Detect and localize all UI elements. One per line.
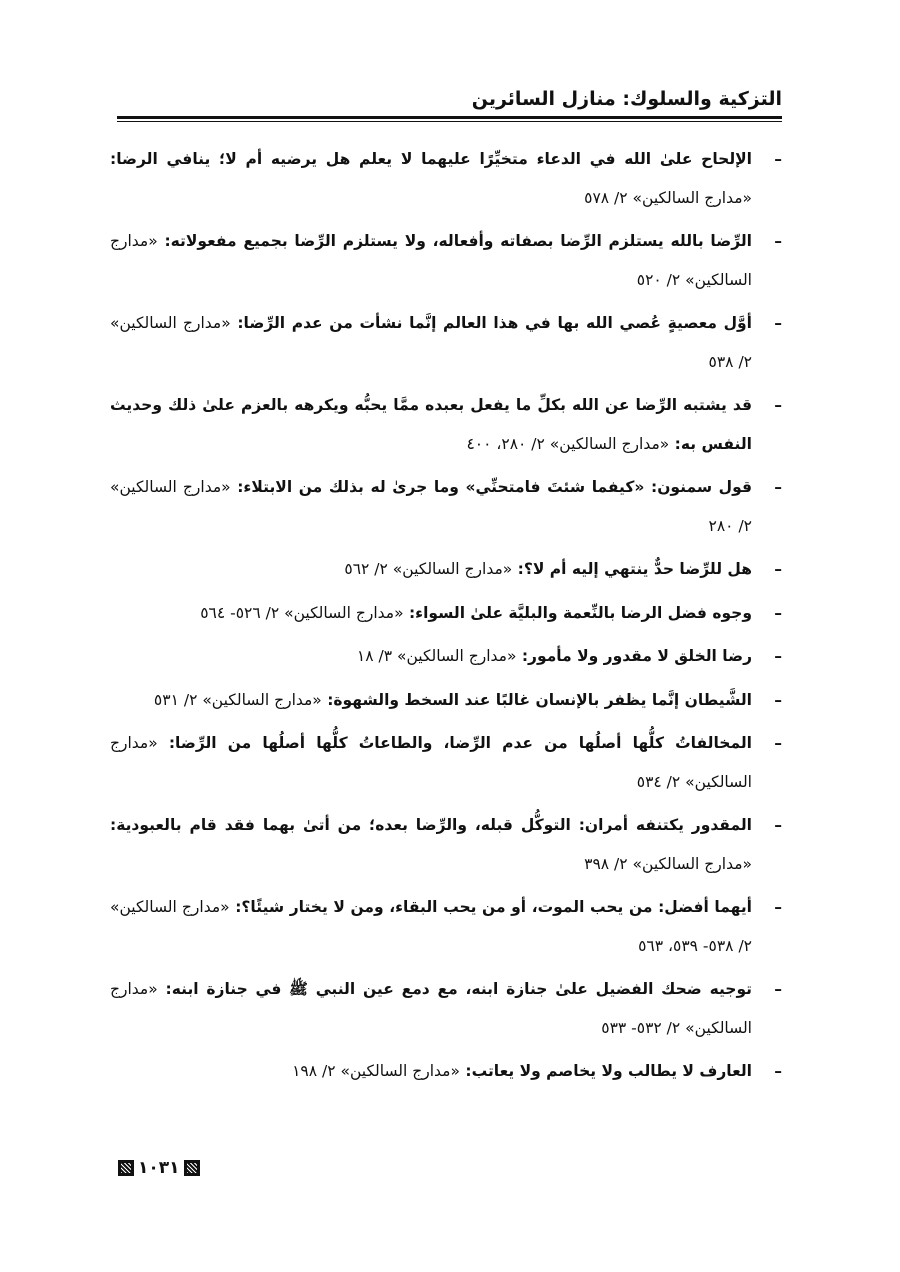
header-rule-thin bbox=[117, 121, 782, 122]
entry-dash: – bbox=[774, 647, 782, 665]
page-number-block bbox=[118, 1158, 200, 1178]
entry-text: توجيه ضحك الفضيل علىٰ جنازة ابنه، مع دمع عين النبي ﷺ في جنازة ابنه: bbox=[157, 980, 752, 998]
entry-page-ref: ٢/ ٥٧٨ bbox=[584, 188, 633, 207]
entry-page-ref: ٢/ ٥٣٢- ٥٣٣ bbox=[601, 1018, 686, 1037]
entry-page-ref: ٢/ ٢٨٠ bbox=[708, 516, 752, 535]
entry-source: «مدارج السالكين» bbox=[632, 188, 752, 207]
entry-page-ref: ٢/ ٥٦٢ bbox=[344, 560, 393, 578]
index-entry bbox=[110, 888, 782, 965]
entry-page-ref: ٢/ ٥٣١ bbox=[153, 690, 203, 709]
entry-source: «مدارج السالكين» bbox=[110, 734, 752, 791]
entry-page-ref: ٢/ ٥٣٨- ٥٣٩، ٥٦٣ bbox=[638, 936, 752, 955]
entry-dash: – bbox=[774, 396, 782, 414]
entry-dash: – bbox=[774, 150, 782, 168]
entry-text: العارف لا يطالب ولا يخاصم ولا يعاتب: bbox=[459, 1062, 752, 1080]
entry-text: هل للرِّضا حدٌّ ينتهي إليه أم لا؟: bbox=[512, 560, 752, 578]
entry-text: وجوه فضل الرضا بالنِّعمة والبليَّة علىٰ السواء: bbox=[403, 603, 752, 622]
index-entry bbox=[110, 1052, 782, 1091]
index-entry bbox=[110, 550, 782, 589]
entry-text: المقدور يكتنفه أمران: التوكُّل قبله، والرِّضا بعده؛ من أتىٰ بهما فقد قام بالعبودية: bbox=[110, 816, 752, 834]
entry-page-ref: ٢/ ٥٣٤ bbox=[636, 772, 686, 791]
entry-text: الشَّيطان إنَّما يظفر بالإنسان غالبًا عند السخط والشهوة: bbox=[321, 690, 752, 709]
entry-dash: – bbox=[774, 560, 782, 578]
index-entry bbox=[110, 140, 782, 217]
entry-dash: – bbox=[774, 603, 782, 622]
entry-page-ref: ٢/ ٥٣٨ bbox=[708, 352, 752, 371]
header-rule-thick bbox=[117, 116, 782, 119]
entry-source: «مدارج السالكين» bbox=[110, 314, 231, 332]
entry-text: قد يشتبه الرِّضا عن الله بكلِّ ما يفعل بعبده ممَّا يحبُّه ويكرهه بالعزم علىٰ ذلك وحديث النفس به: bbox=[110, 396, 752, 453]
index-entry bbox=[110, 386, 782, 463]
entry-text: قول سمنون: «كيفما شئتَ فامتحنِّي» وما جرىٰ له بذلك من الابتلاء: bbox=[230, 478, 752, 496]
index-entry bbox=[110, 468, 782, 545]
page-title: التزكية والسلوك: منازل السائرين bbox=[471, 88, 782, 110]
page-number: ١٠٣١ bbox=[138, 1158, 180, 1178]
entry-source: «مدارج السالكين» bbox=[110, 898, 230, 916]
entry-page-ref: ٢/ ٥٢٠ bbox=[636, 270, 686, 289]
running-header bbox=[117, 84, 782, 122]
entry-page-ref: ٢/ ١٩٨ bbox=[292, 1062, 341, 1080]
index-entry bbox=[110, 637, 782, 676]
ornament-icon bbox=[184, 1160, 200, 1176]
entry-dash: – bbox=[774, 314, 782, 332]
entry-text: أوَّل معصيةٍ عُصي الله بها في هذا العالم إنَّما نشأت من عدم الرِّضا: bbox=[230, 314, 752, 332]
entry-source: «مدارج السالكين» bbox=[202, 690, 322, 709]
entry-dash: – bbox=[774, 816, 782, 834]
ornament-icon bbox=[118, 1160, 134, 1176]
entry-text: رضا الخلق لا مقدور ولا مأمور: bbox=[516, 647, 752, 665]
entry-dash: – bbox=[774, 734, 782, 752]
index-entry bbox=[110, 806, 782, 883]
entry-text: المخالفاتُ كلُّها أصلُها من عدم الرِّضا، والطاعاتُ كلُّها أصلُها من الرِّضا: bbox=[157, 734, 752, 752]
entry-dash: – bbox=[774, 1062, 782, 1080]
index-entry bbox=[110, 594, 782, 633]
entry-source: «مدارج السالكين» bbox=[110, 232, 752, 289]
entry-dash: – bbox=[774, 980, 782, 998]
entry-dash: – bbox=[774, 690, 782, 709]
index-entries-list bbox=[110, 140, 782, 1096]
entry-source: «مدارج السالكين» bbox=[396, 647, 517, 665]
entry-dash: – bbox=[774, 898, 782, 916]
entry-source: «مدارج السالكين» bbox=[284, 603, 404, 622]
index-entry bbox=[110, 681, 782, 720]
entry-source: «مدارج السالكين» bbox=[392, 560, 513, 578]
entry-dash: – bbox=[774, 232, 782, 250]
entry-source: «مدارج السالكين» bbox=[110, 980, 752, 1037]
entry-source: «مدارج السالكين» bbox=[110, 478, 231, 496]
entry-page-ref: ٢/ ٥٢٦- ٥٦٤ bbox=[200, 603, 285, 622]
entry-text: أيهما أفضل: من يحب الموت، أو من يحب البقاء، ومن لا يختار شيئًا؟: bbox=[229, 898, 752, 916]
index-entry bbox=[110, 970, 782, 1047]
entry-source: «مدارج السالكين» bbox=[549, 434, 670, 453]
index-entry bbox=[110, 724, 782, 801]
entry-page-ref: ٢/ ٣٩٨ bbox=[584, 854, 633, 873]
entry-dash: – bbox=[774, 478, 782, 496]
entry-source: «مدارج السالكين» bbox=[340, 1062, 460, 1080]
entry-page-ref: ٣/ ١٨ bbox=[356, 647, 397, 665]
entry-text: الرِّضا بالله يستلزم الرِّضا بصفاته وأفعاله، ولا يستلزم الرِّضا بجميع مفعولاته: bbox=[157, 232, 752, 250]
entry-page-ref: ٢/ ٢٨٠، ٤٠٠ bbox=[466, 434, 550, 453]
index-entry bbox=[110, 304, 782, 381]
entry-text: الإلحاح علىٰ الله في الدعاء متخيِّرًا عليهما لا يعلم هل يرضيه أم لا؛ ينافي الرضا: bbox=[110, 150, 752, 168]
index-entry bbox=[110, 222, 782, 299]
entry-source: «مدارج السالكين» bbox=[632, 854, 752, 873]
